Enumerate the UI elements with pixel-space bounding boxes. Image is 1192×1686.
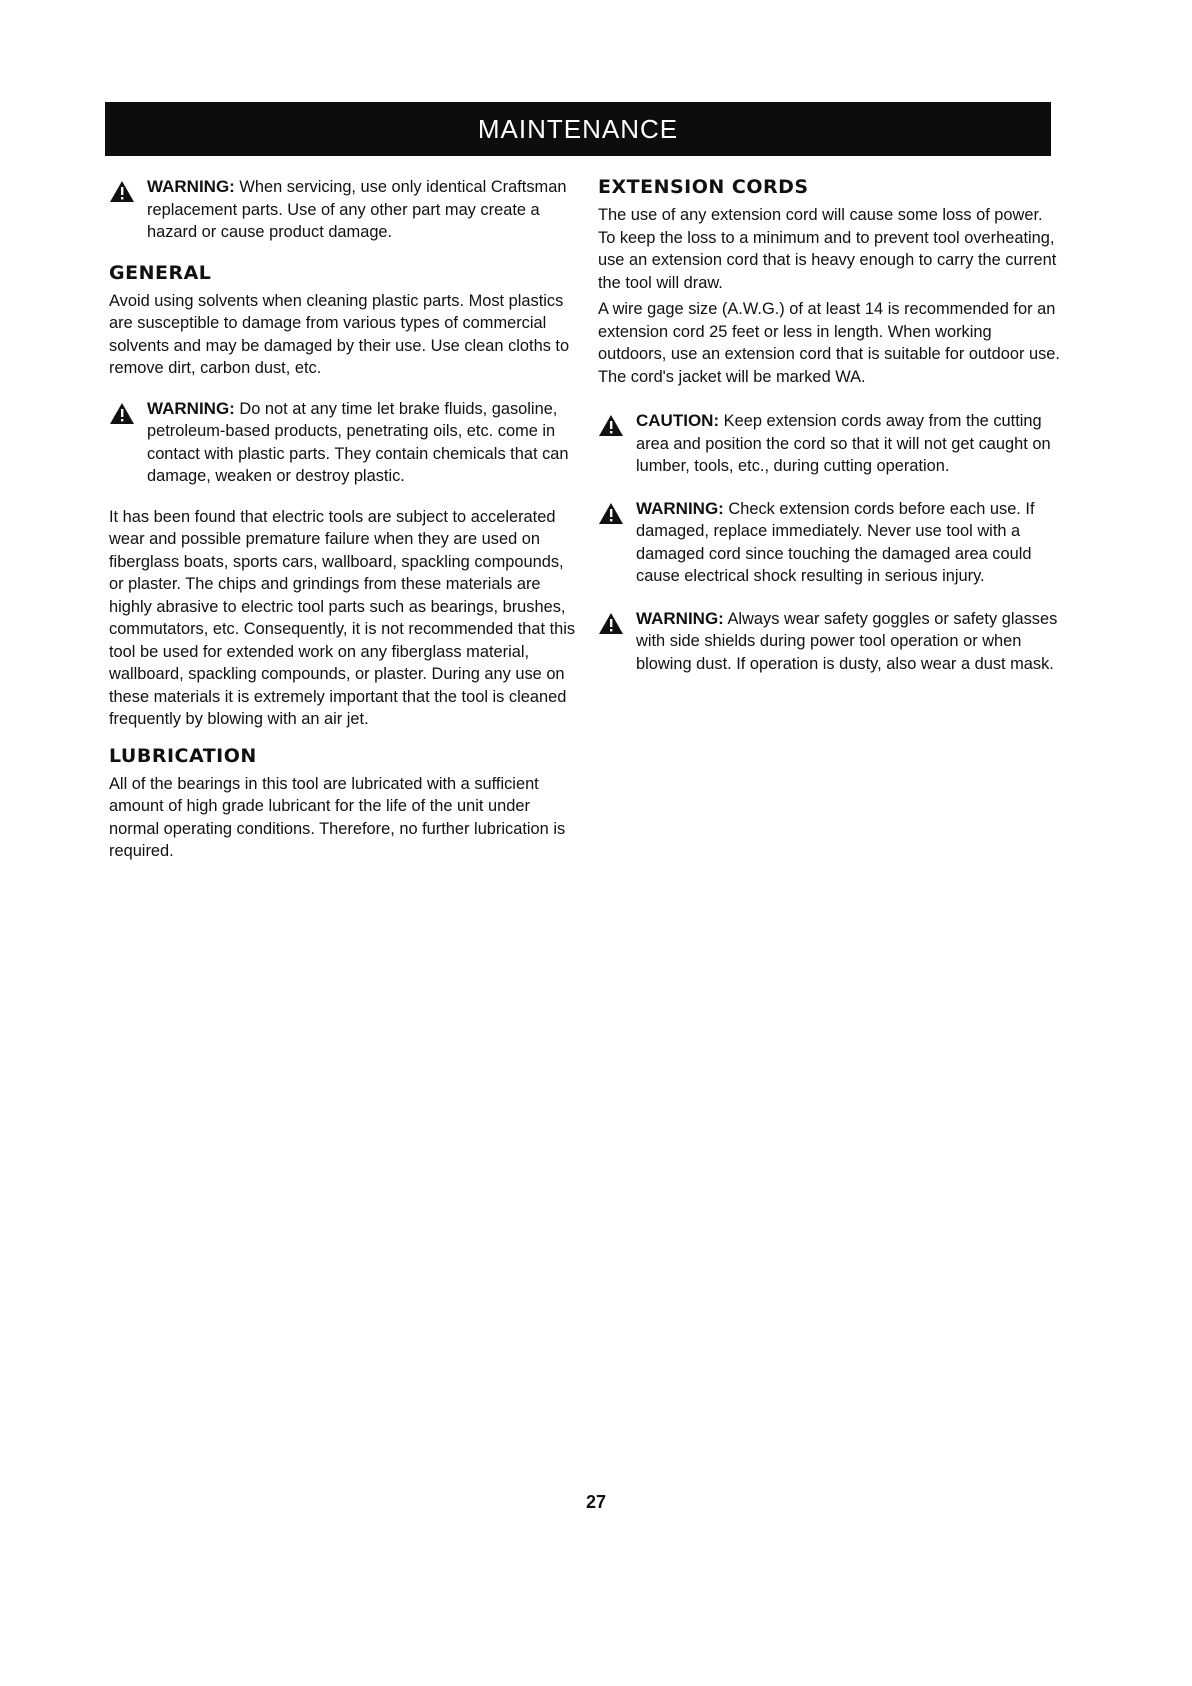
lubrication-heading: LUBRICATION bbox=[109, 744, 257, 767]
section-title-banner bbox=[105, 102, 1051, 156]
warning-label: WARNING: bbox=[636, 608, 724, 628]
lubrication-paragraph: All of the bearings in this tool are lubricated with a sufficient amount of high grade lubricant for the life of the unit under normal operating conditions. Therefore, no further lubrication is required. bbox=[109, 774, 566, 860]
warning-text: Check extension cords before each use. If damaged, replace immediately. Never use tool with a damaged cord since touching the damaged area could cause electrical shock resulting in serious injury. bbox=[636, 499, 1035, 585]
caution-label: CAUTION: bbox=[636, 411, 720, 430]
warning-label: WARNING: bbox=[636, 498, 724, 518]
warning-text: Do not at any time let brake fluids, gasoline, petroleum-based products, penetrating oils, etc. come in contact with plastic parts. They contain chemicals that can damage, weaken or destroy plastic. bbox=[147, 399, 569, 485]
extension-paragraph-power: The use of any extension cord will cause some loss of power. To keep the loss to a minimum and to prevent tool overheating, use an extension cord that is heavy enough to carry the current the tool will draw. bbox=[598, 206, 1057, 292]
warning-safety-goggles bbox=[598, 608, 1060, 676]
general-paragraph-fiberglass: It has been found that electric tools are subject to accelerated wear and possible premature failure when they are used on fiberglass boats, sports cars, wallboard, spackling compounds, or plaster. The chips and grindings from these materials are highly abrasive to electric tool parts such as bearings, brushes, commutators, etc. Consequently, it is not recommended that this tool be used for extended work on any fiberglass material, wallboard, spackling compounds, or plaster. During any use on these materials it is extremely important that the tool is cleaned frequently by blowing with an air jet. bbox=[109, 507, 576, 728]
caution-cord-position bbox=[598, 410, 1060, 478]
page-number: 27 bbox=[585, 1492, 607, 1512]
warning-triangle-icon bbox=[598, 612, 624, 635]
warning-triangle-icon bbox=[598, 414, 624, 437]
right-column bbox=[598, 176, 1060, 693]
warning-triangle-icon bbox=[598, 502, 624, 525]
section-title: MAINTENANCE bbox=[477, 113, 679, 144]
warning-text: Always wear safety goggles or safety glasses with side shields during power tool operation or when blowing dust. If operation is dusty, also wear a dust mask. bbox=[636, 609, 1058, 673]
warning-label: WARNING: bbox=[147, 177, 235, 196]
warning-label: WARNING: bbox=[147, 398, 235, 418]
extension-cords-heading: EXTENSION CORDS bbox=[598, 176, 809, 198]
warning-triangle-icon bbox=[109, 402, 135, 425]
left-column bbox=[109, 176, 579, 873]
general-paragraph-solvents: Avoid using solvents when cleaning plastic parts. Most plastics are susceptible to damage from various types of commercial solvents and may be damaged by their use. Use clean cloths to remove dirt, carbon dust, etc. bbox=[109, 291, 570, 377]
warning-replacement-parts bbox=[109, 176, 579, 244]
caution-text: Keep extension cords away from the cutting area and position the cord so that it will not get caught on lumber, tools, etc., during cutting operation. bbox=[636, 412, 1051, 475]
warning-triangle-icon bbox=[109, 180, 135, 203]
warning-brake-fluids bbox=[109, 398, 579, 488]
warning-text: When servicing, use only identical Craftsman replacement parts. Use of any other part may create a hazard or cause product damage. bbox=[147, 178, 567, 241]
warning-damaged-cord bbox=[598, 498, 1060, 588]
extension-paragraph-gage: A wire gage size (A.W.G.) of at least 14 is recommended for an extension cord 25 feet or less in length. When working outdoors, use an extension cord that is suitable for outdoor use. The cord's jacket will be marked WA. bbox=[598, 300, 1060, 386]
general-heading: GENERAL bbox=[109, 261, 212, 284]
